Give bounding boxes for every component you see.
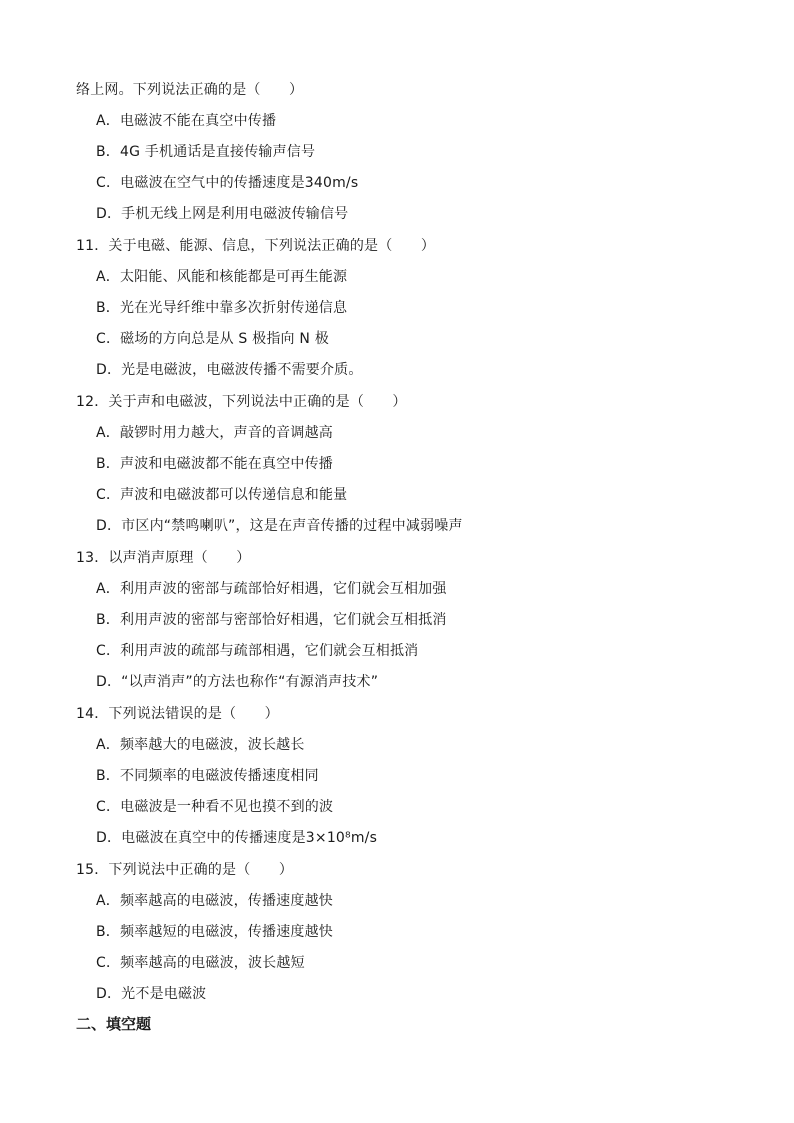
section-title-fill-in-blank: 二、填空题 — [76, 1015, 152, 1033]
question-12-option-d: D．市区内“禁鸣喇叭”，这是在声音传播的过程中减弱噪声 — [96, 518, 463, 534]
question-11-stem: 11．关于电磁、能源、信息，下列说法正确的是（ ） — [76, 238, 436, 254]
question-13-option-d: D．“以声消声”的方法也称作“有源消声技术” — [96, 674, 379, 690]
question-10-option-b: B．4G 手机通话是直接传输声信号 — [96, 144, 316, 160]
question-14-option-b: B．不同频率的电磁波传播速度相同 — [96, 768, 319, 784]
question-14-option-a: A．频率越大的电磁波，波长越长 — [96, 737, 305, 753]
question-10-option-a: A．电磁波不能在真空中传播 — [96, 113, 277, 129]
question-13-option-a: A．利用声波的密部与疏部恰好相遇，它们就会互相加强 — [96, 581, 447, 597]
question-15-stem: 15．下列说法中正确的是（ ） — [76, 862, 294, 878]
question-12-stem: 12．关于声和电磁波，下列说法中正确的是（ ） — [76, 394, 407, 410]
question-15-option-d: D．光不是电磁波 — [96, 986, 207, 1002]
question-12-option-a: A．敲锣时用力越大，声音的音调越高 — [96, 425, 333, 441]
question-12-option-c: C．声波和电磁波都可以传递信息和能量 — [96, 487, 348, 503]
question-12-option-b: B．声波和电磁波都不能在真空中传播 — [96, 456, 334, 472]
question-15-option-c: C．频率越高的电磁波，波长越短 — [96, 955, 305, 971]
question-15-option-a: A．频率越高的电磁波，传播速度越快 — [96, 893, 333, 909]
question-13-stem: 13．以声消声原理（ ） — [76, 550, 251, 566]
question-15-option-b: B．频率越短的电磁波，传播速度越快 — [96, 924, 334, 940]
question-11-option-a: A．太阳能、风能和核能都是可再生能源 — [96, 269, 348, 285]
question-14-stem: 14．下列说法错误的是（ ） — [76, 706, 279, 722]
question-13-option-b: B．利用声波的密部与密部恰好相遇，它们就会互相抵消 — [96, 612, 447, 628]
question-11-option-c: C．磁场的方向总是从 S 极指向 N 极 — [96, 331, 329, 347]
question-11-option-b: B．光在光导纤维中靠多次折射传递信息 — [96, 300, 348, 316]
question-13-option-c: C．利用声波的疏部与疏部相遇，它们就会互相抵消 — [96, 643, 419, 659]
question-10-option-c: C．电磁波在空气中的传播速度是340m/s — [96, 175, 359, 191]
question-14-option-c: C．电磁波是一种看不见也摸不到的波 — [96, 799, 334, 815]
question-10-stem: 络上网。下列说法正确的是（ ） — [76, 82, 304, 98]
question-10-option-d: D．手机无线上网是利用电磁波传输信号 — [96, 206, 349, 222]
question-14-option-d: D．电磁波在真空中的传播速度是3×10⁸m/s — [96, 830, 378, 846]
question-11-option-d: D．光是电磁波，电磁波传播不需要介质。 — [96, 362, 363, 378]
